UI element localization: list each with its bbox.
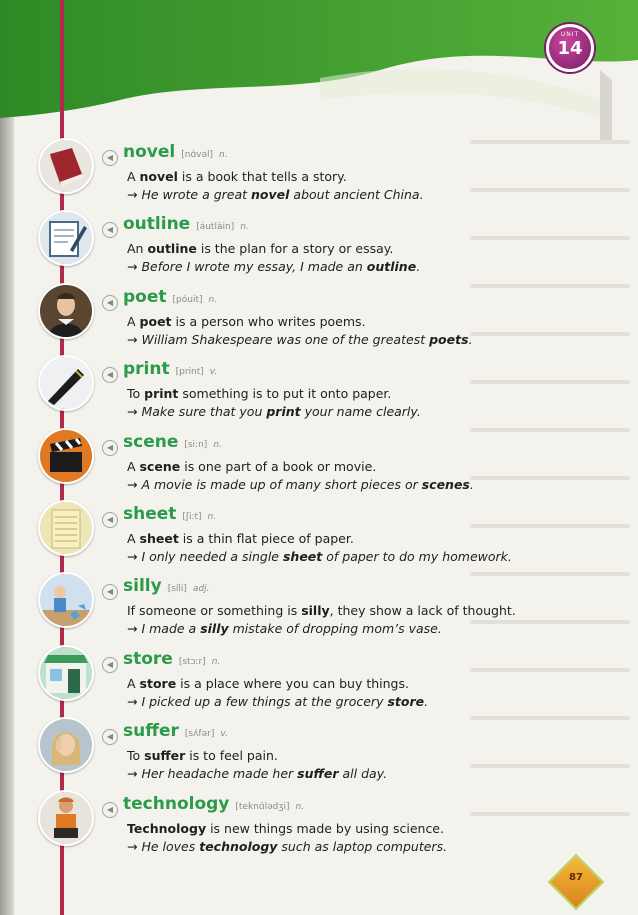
book-icon [38,138,94,194]
text-run: A [127,313,140,329]
headword-emphasis: outline [366,259,417,275]
headword-emphasis: technology [199,838,278,854]
text-run: Her headache made her [141,766,298,782]
vocab-entry-scene [0,432,600,502]
definition [127,386,391,401]
text-run: I made a [141,621,201,637]
arrow-right-icon: → [127,549,142,564]
headword-emphasis: print [266,404,301,420]
audio-speaker-icon[interactable]: ◀ [102,440,118,456]
pronunciation: [ʃi:t] [182,512,202,522]
audio-speaker-icon[interactable]: ◀ [102,512,118,528]
text-run: . [468,331,473,347]
headword-emphasis: novel [139,169,178,184]
text-run: A [127,531,140,546]
headword-emphasis: outline [147,241,197,257]
definition [127,459,376,474]
example-sentence [127,694,428,709]
text-run: all day. [338,766,388,782]
text-run: Before I wrote my essay, I made an [141,259,367,275]
part-of-speech: n. [208,294,218,305]
headword-line [123,287,217,307]
headword-emphasis: Technology [127,820,207,836]
headword-emphasis: silly [301,603,330,619]
woman-headache-icon [38,717,94,773]
text-run: is one part of a book or movie. [180,458,377,474]
audio-speaker-icon[interactable]: ◀ [102,150,118,166]
part-of-speech: n. [211,656,221,667]
part-of-speech: v. [220,729,228,740]
pronunciation: [póuit] [172,294,203,305]
headword-emphasis: poet [139,313,172,329]
text-run: A movie is made up of many short pieces or [141,476,422,492]
text-run: To [127,748,145,764]
text-run: , they show a lack of thought. [329,603,516,619]
headword: sheet [123,504,177,524]
definition [127,603,516,618]
text-run: is the plan for a story or essay. [196,241,394,257]
audio-speaker-icon[interactable]: ◀ [102,222,118,238]
text-run: is to feel pain. [185,748,278,764]
text-run: is a book that tells a story. [177,169,347,184]
definition [127,821,444,836]
unit-number: 14 [557,38,583,59]
text-run: something is to put it onto paper. [178,386,392,402]
vocab-entry-suffer [0,721,600,791]
headword-line [123,504,216,524]
part-of-speech: n. [295,801,305,812]
pronunciation: [print] [175,367,204,378]
text-run: A [127,169,140,184]
text-run: An [127,241,148,257]
vocab-entry-poet [0,287,600,357]
text-run: If someone or something is [127,603,302,619]
text-run: about ancient China. [289,187,424,202]
headword-emphasis: store [139,675,177,691]
pronunciation: [teknɑ́lədʒi] [235,801,290,812]
text-run: is a person who writes poems. [171,313,366,329]
man-laptop-icon [38,790,94,846]
text-run: . [424,693,429,709]
audio-speaker-icon[interactable]: ◀ [102,584,118,600]
notepad-icon [38,210,94,266]
arrow-right-icon: → [127,693,142,709]
shakespeare-portrait-icon [38,283,94,339]
definition [127,676,409,691]
arrow-right-icon: → [127,259,142,275]
part-of-speech: n. [240,222,249,233]
headword-emphasis: suffer [144,748,186,764]
headword-line [123,359,217,379]
pronunciation: [stɔːr] [178,656,206,667]
arrow-right-icon: → [127,766,142,782]
text-run: . [469,476,474,492]
definition [127,169,347,184]
text-run: A [127,458,140,474]
headword: technology [123,793,230,814]
arrow-right-icon: → [127,187,142,202]
pronunciation: [síli] [167,584,187,595]
page-number: 87 [569,872,583,883]
text-run: He loves [141,838,200,854]
shop-icon [38,645,94,701]
text-run: is new things made by using science. [206,820,444,836]
text-run: He wrote a great [141,187,252,202]
headword-line [123,432,222,452]
headword: print [123,359,170,380]
audio-speaker-icon[interactable]: ◀ [102,295,118,311]
arrow-right-icon: → [127,838,142,854]
text-run: such as laptop computers. [277,838,448,854]
arrow-right-icon: → [127,331,142,347]
example-sentence [127,477,474,492]
headword-emphasis: sheet [139,531,179,546]
audio-speaker-icon[interactable]: ◀ [102,657,118,673]
paper-sheet-icon [38,500,94,556]
headword-emphasis: suffer [297,766,339,782]
pronunciation: [si:n] [184,439,208,450]
example-sentence [127,187,424,202]
headword-emphasis: silly [200,621,229,637]
text-run: . [416,259,421,275]
headword-emphasis: novel [251,187,290,202]
example-sentence [127,259,420,274]
text-run: William Shakespeare was one of the greatest [141,331,430,347]
text-run: of paper to do my homework. [322,549,512,564]
pronunciation: [nɑ́vəl] [181,150,214,160]
vocab-entry-novel [0,142,600,212]
text-run: A [127,675,140,691]
vocab-entry-silly [0,576,600,646]
part-of-speech: n. [219,150,228,160]
text-run: I picked up a few things at the grocery [141,693,388,709]
vocab-entry-outline [0,214,600,284]
text-run: I only needed a single [141,549,283,564]
headword-line [123,721,228,741]
part-of-speech: n. [213,439,222,450]
headword-emphasis: print [144,386,179,402]
headword-line [123,576,210,596]
example-sentence [127,404,421,419]
audio-speaker-icon[interactable]: ◀ [102,802,118,818]
text-run: Make sure that you [141,404,267,420]
text-run: your name clearly. [300,404,421,420]
headword-emphasis: scene [139,458,181,474]
part-of-speech: n. [207,512,217,522]
text-run: is a thin flat piece of paper. [178,531,354,546]
headword: novel [123,142,176,162]
text-run: To [127,386,145,402]
headword: store [123,648,173,669]
headword-line [123,142,228,162]
example-sentence [127,839,447,854]
headword-emphasis: scenes [421,476,470,492]
headword-line [123,214,249,234]
example-sentence [127,332,473,347]
text-run: mistake of dropping mom’s vase. [228,621,442,637]
headword-emphasis: poets [429,331,469,347]
headword: suffer [123,721,179,742]
text-run: is a place where you can buy things. [176,675,409,691]
pronunciation: [áutlàin] [196,222,235,233]
vocab-entry-store [0,649,600,719]
arrow-right-icon: → [127,476,142,492]
headword: silly [123,576,162,597]
example-sentence [127,766,387,781]
broken-vase-icon [38,572,94,628]
headword-line [123,649,220,669]
definition [127,314,366,329]
audio-speaker-icon[interactable]: ◀ [102,729,118,745]
headword: poet [123,286,167,307]
example-sentence [127,549,512,564]
definition [127,531,354,546]
fountain-pen-icon [38,355,94,411]
headword: scene [123,431,179,452]
headword: outline [123,214,191,235]
vocab-entry-sheet [0,504,600,574]
unit-label: UNIT [560,31,580,38]
part-of-speech: v. [209,367,218,378]
definition [127,241,393,256]
example-sentence [127,621,442,636]
clapperboard-icon [38,428,94,484]
vocab-entry-print [0,359,600,429]
arrow-right-icon: → [127,621,142,637]
audio-speaker-icon[interactable]: ◀ [102,367,118,383]
headword-line [123,794,304,814]
definition [127,748,278,763]
headword-emphasis: store [387,693,425,709]
unit-badge [546,24,594,72]
arrow-right-icon: → [127,404,142,420]
pronunciation: [sʌ́fər] [184,729,215,740]
vocab-entry-technology [0,794,600,864]
headword-emphasis: sheet [282,549,323,564]
part-of-speech: adj. [192,584,210,595]
header-banner [0,0,638,140]
